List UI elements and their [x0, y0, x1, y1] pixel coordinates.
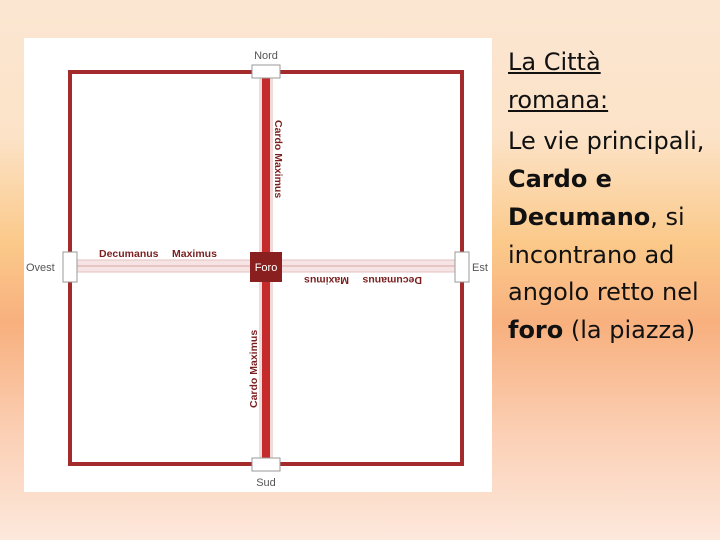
roman-city-diagram: [24, 38, 492, 492]
south-gate: [252, 458, 280, 471]
desc-part-1: Le vie principali,: [508, 126, 705, 155]
east-label: Est: [472, 262, 488, 274]
desc-cardo-decumano: Cardo e Decumano: [508, 164, 651, 231]
south-label: Sud: [256, 477, 276, 489]
slide-title: [508, 44, 708, 120]
west-gate: [63, 252, 77, 282]
north-gate: [252, 65, 280, 78]
desc-part-3: (la piazza): [563, 316, 696, 345]
cardo-label-bottom: Cardo Maximus: [248, 329, 260, 408]
title-line-2: romana:: [508, 85, 609, 114]
decumanus-label-right-2: Maximus: [304, 274, 349, 286]
desc-part-2: , si incontrano ad angolo retto nel: [508, 202, 699, 307]
decumanus-label-right-1: Decumanus: [362, 274, 422, 286]
forum-label: Foro: [254, 262, 278, 274]
desc-foro: foro: [508, 316, 564, 345]
title-line-1: La Città: [508, 48, 601, 76]
cardo-label-top: Cardo Maximus: [272, 120, 284, 199]
description-panel: [508, 44, 708, 350]
description-text: [508, 123, 708, 350]
east-gate: [455, 252, 469, 282]
city-plan-svg: [24, 38, 492, 492]
north-label: Nord: [254, 50, 278, 62]
west-label: Ovest: [26, 262, 55, 274]
decumanus-label-left-2: Maximus: [172, 248, 217, 260]
decumanus-label-left-1: Decumanus: [99, 248, 159, 260]
